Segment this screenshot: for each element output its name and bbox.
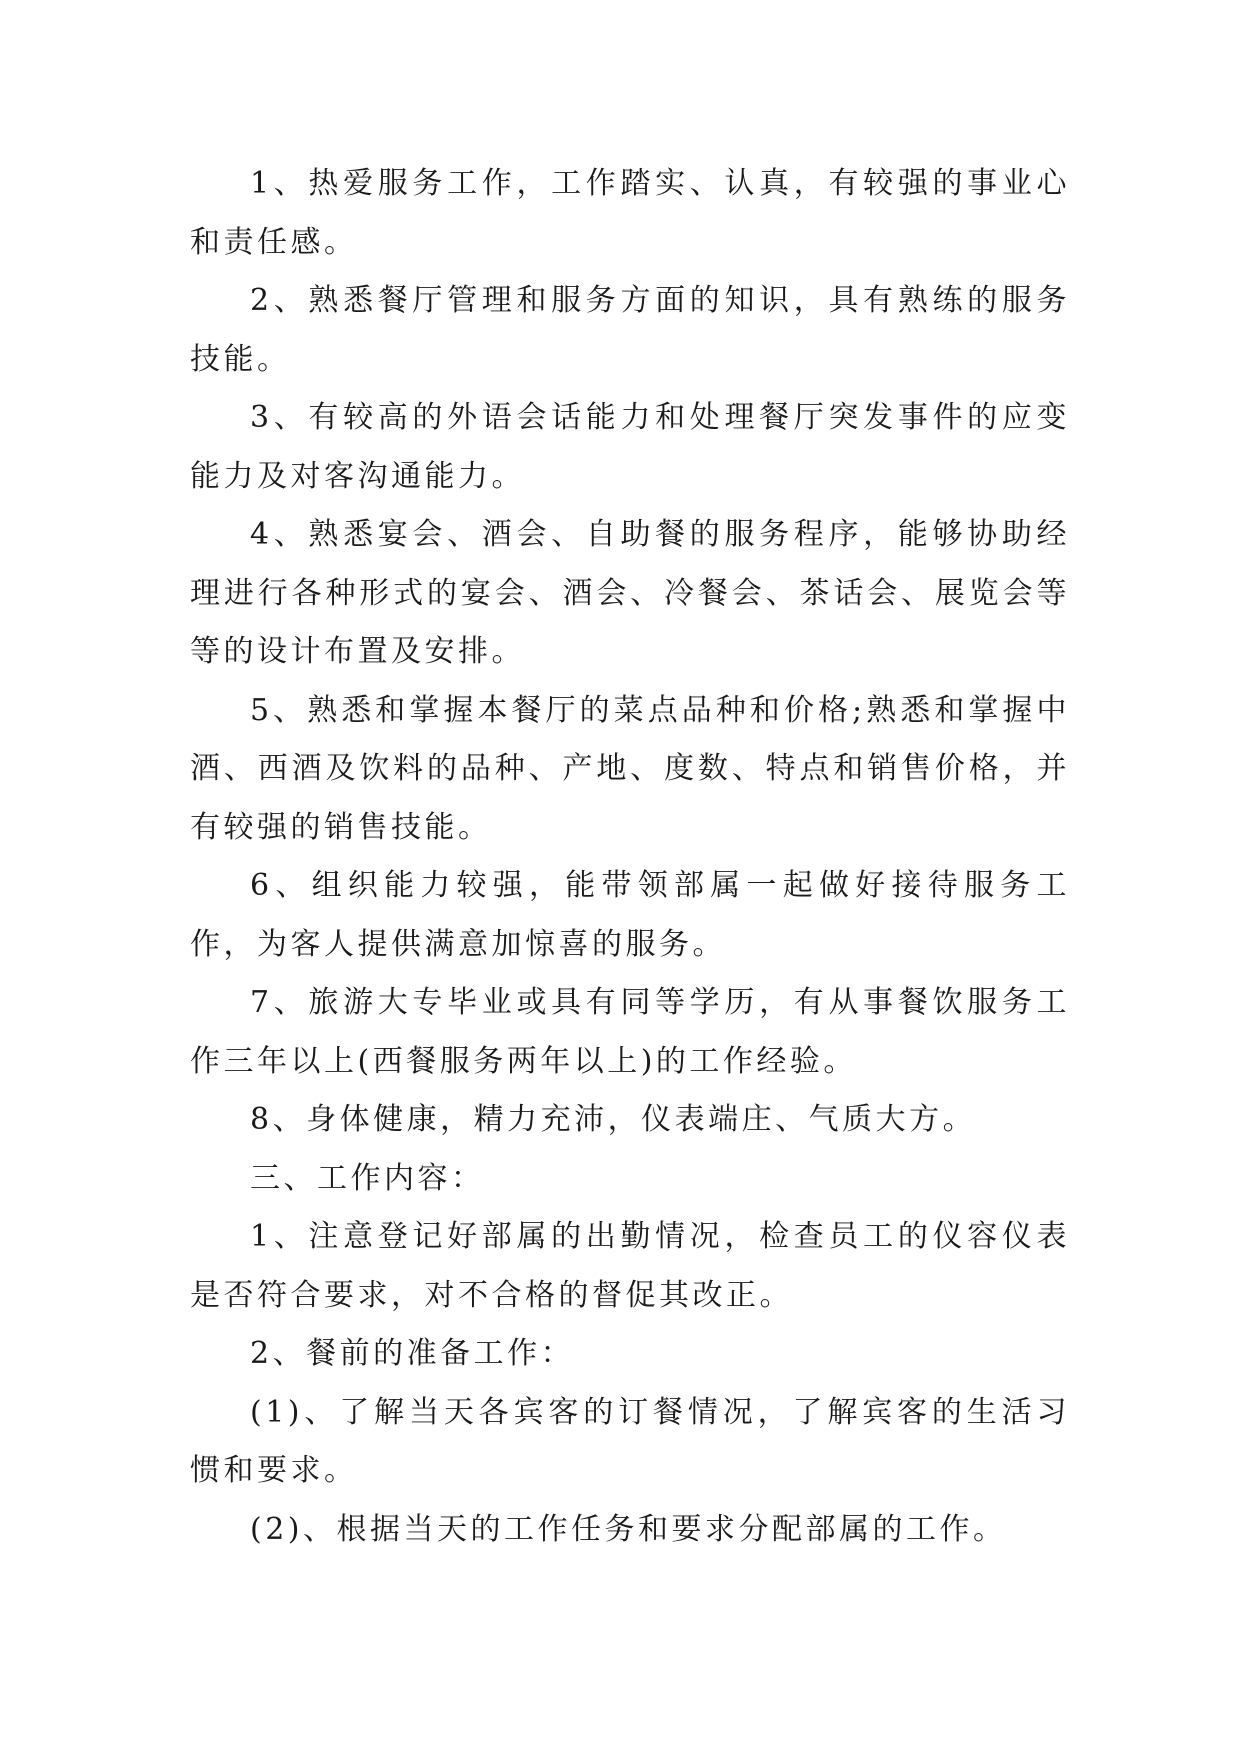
- paragraph-req-8: 8、身体健康，精力充沛，仪表端庄、气质大方。: [250, 1102, 977, 1137]
- paragraph-req-7: 7、旅游大专毕业或具有同等学历，有从事餐饮服务工作三年以上(西餐服务两年以上)的工作经验。: [190, 985, 1070, 1079]
- paragraph-req-2: 2、熟悉餐厅管理和服务方面的知识，具有熟练的服务技能。: [190, 283, 1070, 377]
- paragraph-work-2-sub-2: (2)、根据当天的工作任务和要求分配部属的工作。: [250, 1511, 1007, 1547]
- paragraph-req-1: 1、热爱服务工作，工作踏实、认真，有较强的事业心和责任感。: [190, 166, 1070, 260]
- document-body: [190, 155, 1070, 1559]
- paragraph-req-5: 5、熟悉和掌握本餐厅的菜点品种和价格;熟悉和掌握中酒、西酒及饮料的品种、产地、度数、特点和销售价格，并有较强的销售技能。: [190, 692, 1070, 845]
- section-heading-work-content: 三、工作内容：: [250, 1160, 485, 1196]
- paragraph-req-3: 3、有较高的外语会话能力和处理餐厅突发事件的应变能力及对客沟通能力。: [190, 400, 1070, 494]
- paragraph-req-4: 4、熟悉宴会、酒会、自助餐的服务程序，能够协助经理进行各种形式的宴会、酒会、冷餐会、茶话会、展览会等等的设计布置及安排。: [190, 517, 1070, 669]
- paragraph-work-2: 2、餐前的准备工作：: [250, 1336, 575, 1371]
- paragraph-req-6: 6、组织能力较强，能带领部属一起做好接待服务工作，为客人提供满意加惊喜的服务。: [190, 868, 1070, 962]
- paragraph-work-2-sub-1: (1)、了解当天各宾客的订餐情况，了解宾客的生活习惯和要求。: [190, 1394, 1070, 1488]
- paragraph-work-1: 1、注意登记好部属的出勤情况，检查员工的仪容仪表是否符合要求，对不合格的督促其改正。: [190, 1219, 1070, 1313]
